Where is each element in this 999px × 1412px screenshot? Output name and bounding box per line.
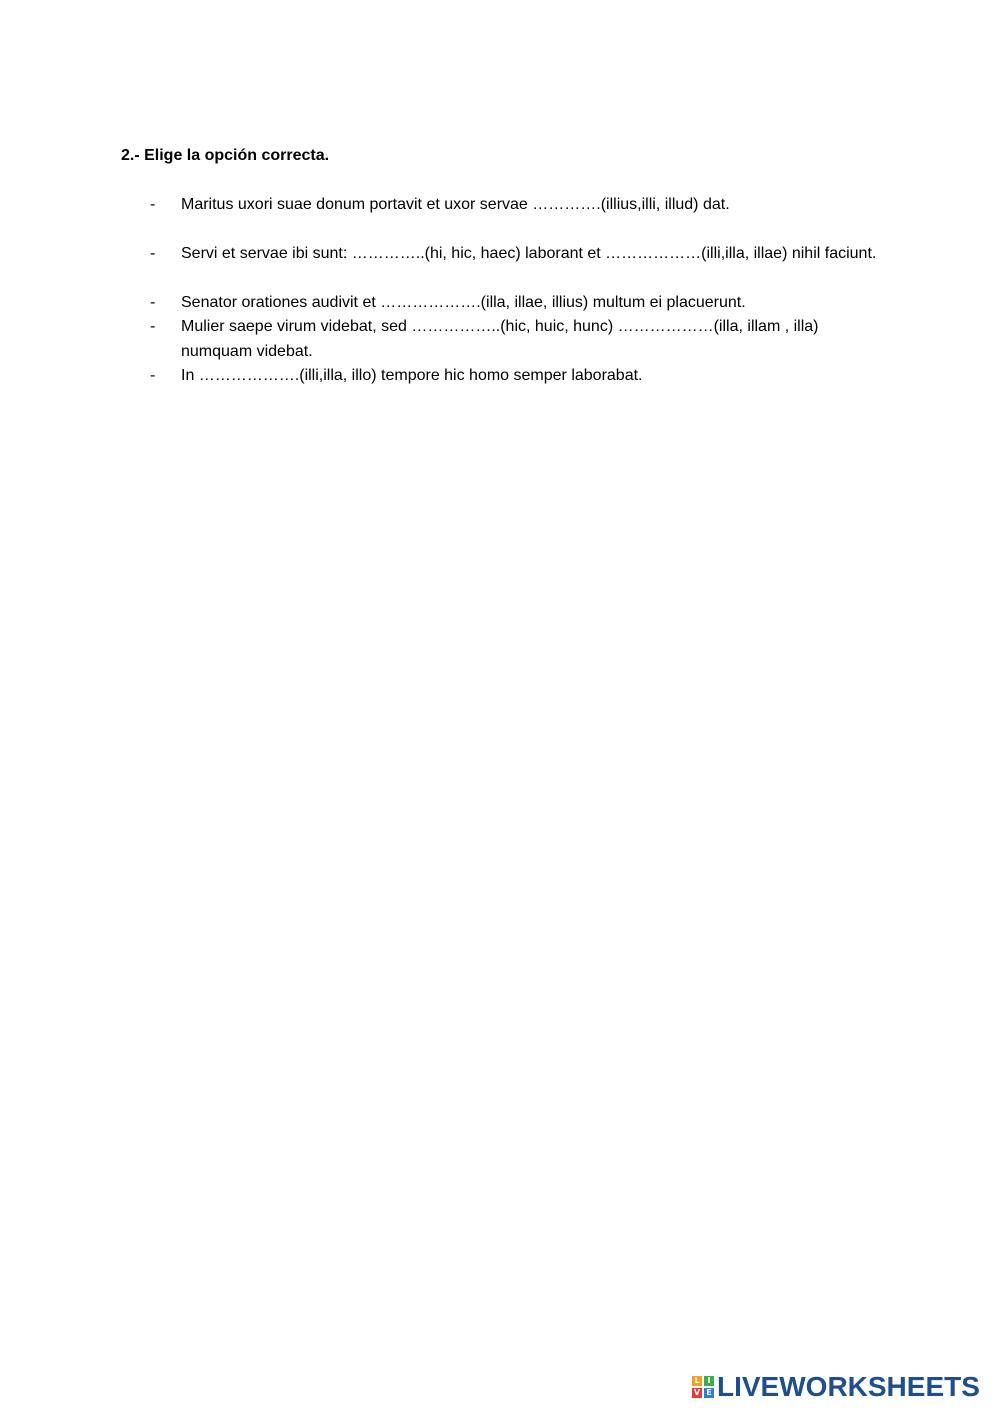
logo-cell-e: E bbox=[704, 1388, 714, 1398]
list-bullet: - bbox=[150, 318, 156, 335]
logo-cell-v: V bbox=[693, 1388, 701, 1397]
list-item-text: Senator orationes audivit et ……………….(illa, illae, illius) multum ei placuerunt. bbox=[181, 294, 746, 311]
live-logo-icon bbox=[692, 1376, 714, 1398]
list-item-text: Servi et servae ibi sunt: …………..(hi, hic, haec) laborant et ………………(illi,illa, illae) nihil faciunt. bbox=[181, 245, 877, 262]
brand-wordmark: LIVEWORKSHEETS bbox=[717, 1371, 980, 1402]
list-item-text: Maritus uxori suae donum portavit et uxor servae ………….(illius,illi, illud) dat. bbox=[181, 196, 730, 213]
list-bullet: - bbox=[150, 294, 156, 311]
list-item bbox=[150, 291, 880, 316]
list-bullet: - bbox=[150, 367, 156, 384]
list-bullet: - bbox=[150, 196, 156, 213]
list-item-text: Mulier saepe virum videbat, sed ……………..(hic, huic, hunc) ………………(illa, illam , illa) numquam videbat. bbox=[181, 318, 819, 360]
list-item bbox=[150, 193, 880, 218]
logo-cell-l: L bbox=[692, 1376, 702, 1386]
logo-cell-i: I bbox=[704, 1376, 714, 1386]
list-bullet: - bbox=[150, 245, 156, 262]
liveworksheets-logo bbox=[692, 1372, 980, 1402]
exercise-heading: 2.- Elige la opción correcta. bbox=[121, 147, 330, 164]
list-item-text: In ……………….(illi,illa, illo) tempore hic homo semper laborabat. bbox=[181, 367, 643, 384]
list-item bbox=[150, 242, 880, 267]
list-item bbox=[150, 364, 880, 389]
list-item bbox=[150, 315, 880, 364]
